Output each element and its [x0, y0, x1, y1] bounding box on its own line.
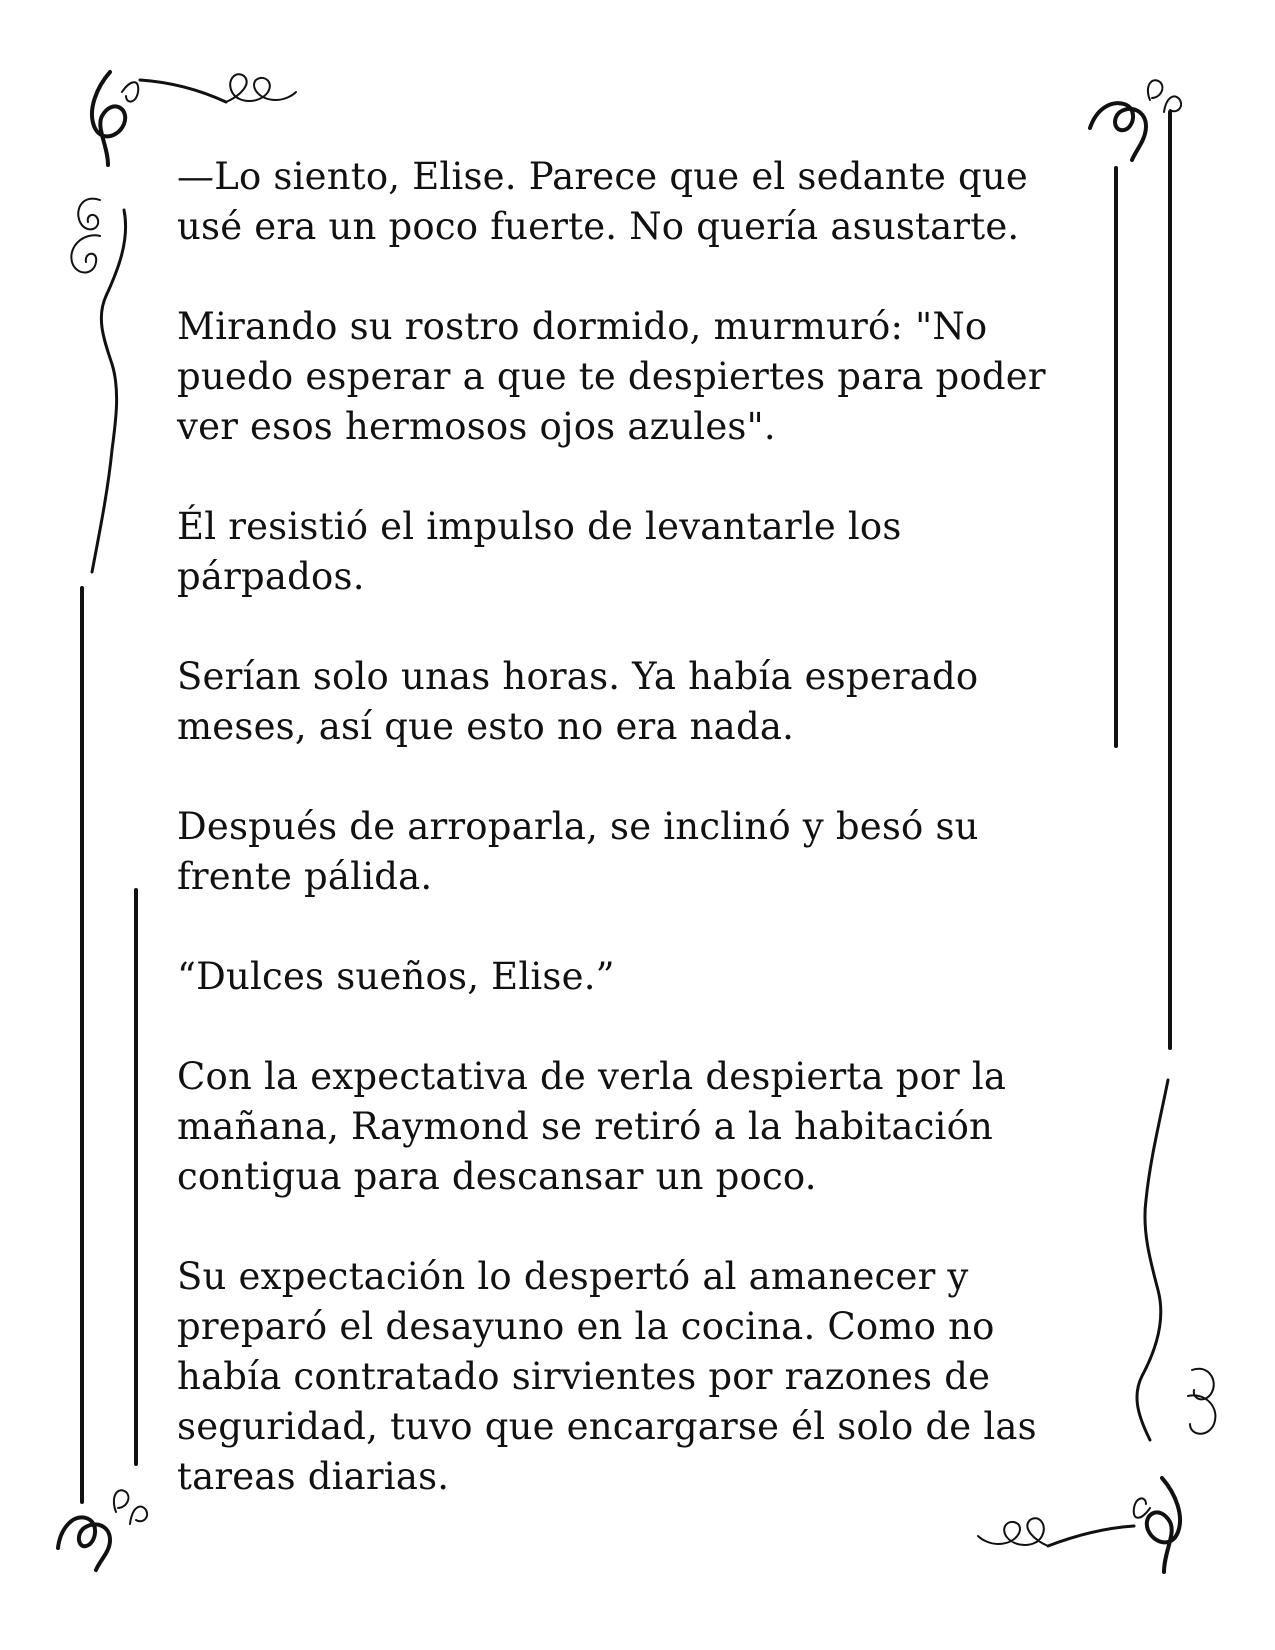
- paragraph: Mirando su rostro dormido, murmuró: "No puedo esperar a que te despiertes para poder ver esos hermosos ojos azules".: [177, 305, 1046, 448]
- story-text: [177, 152, 1077, 1502]
- paragraph: Con la expectativa de verla despierta por la mañana, Raymond se retiró a la habitación contigua para descansar un poco.: [177, 1055, 1007, 1198]
- paragraph: Él resistió el impulso de levantarle los párpados.: [177, 505, 902, 598]
- paragraph: “Dulces sueños, Elise.”: [177, 955, 615, 998]
- top-right-flourish-icon: [1090, 80, 1181, 160]
- paragraph: Serían solo unas horas. Ya había esperado meses, así que esto no era nada.: [177, 655, 979, 748]
- paragraph: Después de arroparla, se inclinó y besó su frente pálida.: [177, 805, 979, 898]
- paragraph: Su expectación lo despertó al amanecer y preparó el desayuno en la cocina. Como no había contratado sirvientes por razones de seguridad, tuvo que encargarse él solo de las tareas diarias.: [177, 1255, 1037, 1498]
- bottom-left-flourish-icon: [58, 1490, 147, 1570]
- paragraph: —Lo siento, Elise. Parece que el sedante que usé era un poco fuerte. No quería asustarte.: [177, 155, 1029, 248]
